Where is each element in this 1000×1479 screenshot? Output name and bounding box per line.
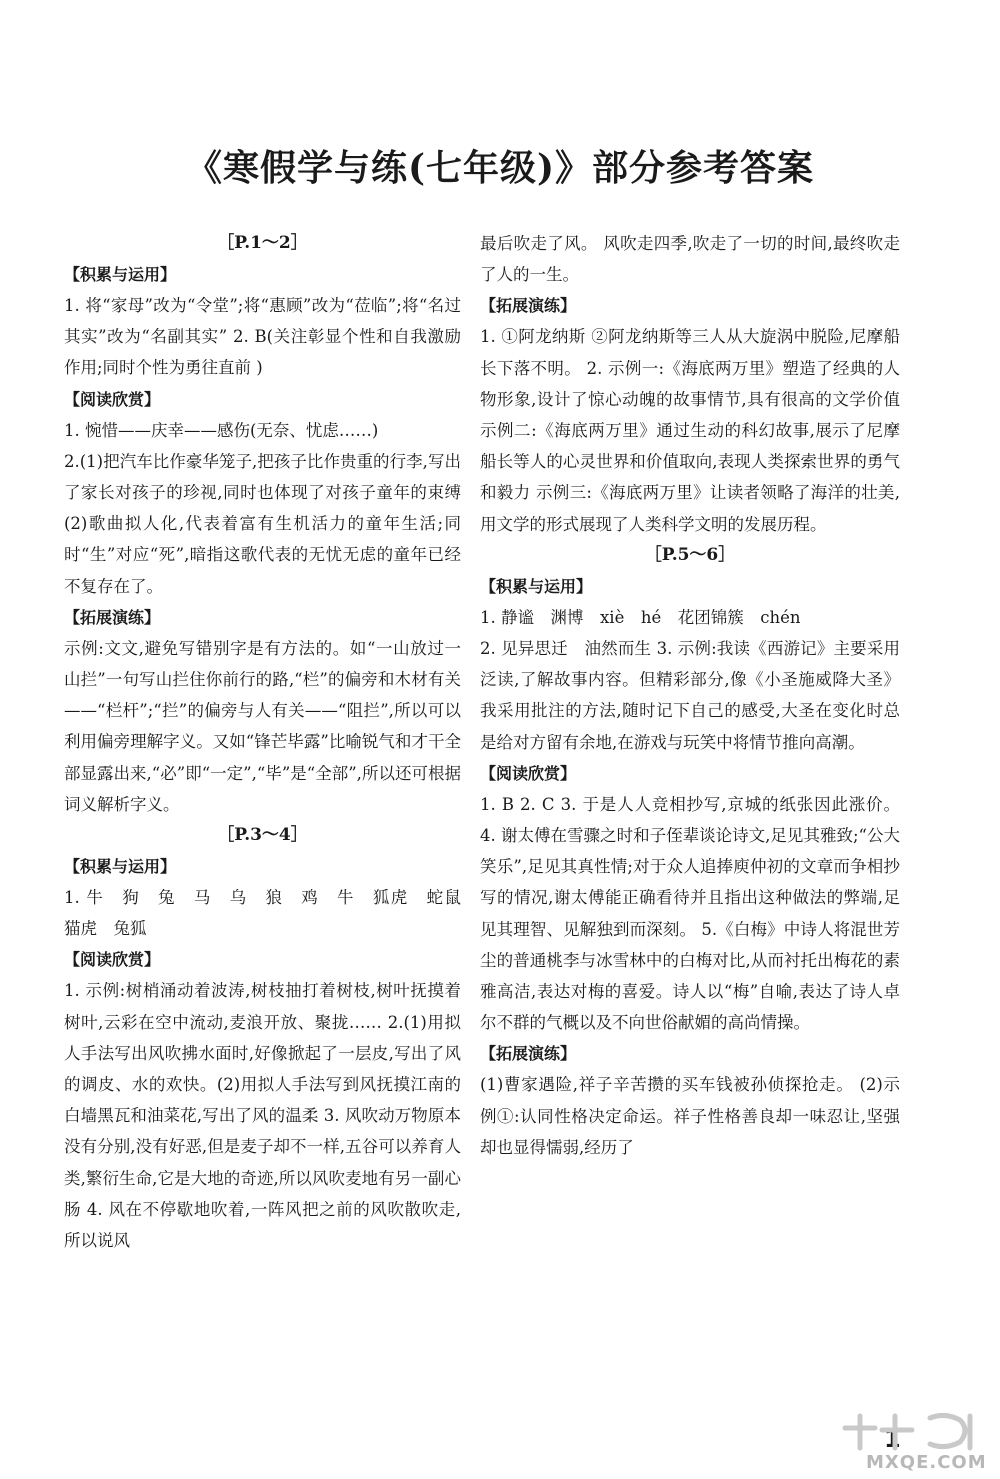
answer-paragraph: 1. 将“家母”改为“令堂”;将“惠顾”改为“莅临”;将“名过其实”改为“名副其实” 2. B(关注彰显个性和自我激励作用;同时个性为勇往直前 ) [64,296,461,378]
right-column [480,228,900,1163]
page-number: 1 [884,1425,901,1453]
section-heading: 【积累与运用】 [64,265,177,284]
answer-paragraph: 1. B 2. C 3. 于是人人竞相抄写,京城的纸张因此涨价。 4. 谢太傅在雪骤之时和子侄辈谈论诗文,足见其雅致;“公大笑乐”,足见其真性情;对于众人追捧庾仲初的文章而争相抄写的情况,谢太傅能正确看待并且指出这种做法的弊端,足见其理智、见解独到而深刻。 5.《白梅》中诗人将混世芳尘的普通桃李与冰雪林中的白梅对比,从而衬托出梅花的素雅高洁,表达对梅的喜爱。诗人以“梅”自喻,表达了诗人卓尔不群的气概以及不向世俗献媚的高尚情操。 [480,794,900,1033]
answer-paragraph: (1)曹家遇险,祥子辛苦攒的买车钱被孙侦探抢走。 (2)示例①:认同性格决定命运。祥子性格善良却一味忍让,坚强却也显得懦弱,经历了 [480,1075,900,1157]
section-heading: 【拓展演练】 [480,296,577,316]
page-range-heading: ［P.3～4］ [217,825,308,846]
answer-paragraph: 1. ①阿龙纳斯 ②阿龙纳斯等三人从大旋涡中脱险,尼摩船长下落不明。 2. 示例一:《海底两万里》塑造了经典的人物形象,设计了惊心动魄的故事情节,具有很高的文学价值 示例二:《海底两万里》通过生动的科幻故事,展示了尼摩船长等人的心灵世界和价值取向,表现人类探索世界的勇气和毅力 示例三:《海底两万里》让读者领略了海洋的壮美,用文学的形式展现了人类科学文明的发展历程。 [480,327,900,534]
answer-paragraph: 1. 静谧 渊博 xiè hé 花团锦簇 chén [480,607,801,627]
section-heading: 【阅读欣赏】 [64,389,161,409]
answer-paragraph: 最后吹走了风。 风吹走四季,吹走了一切的时间,最终吹走了人的一生。 [480,234,900,285]
answer-paragraph: 2. 见异思迁 油然而生 3. 示例:我读《西游记》主要采用泛读,了解故事内容。但精彩部分,像《小圣施威降大圣》我采用批注的方法,随时记下自己的感受,大圣在变化时总是给对方留有余地,在游戏与玩笑中将情节推向高潮。 [480,639,900,752]
answer-paragraph: 示例:文文,避免写错别字是有方法的。如“一山放过一山拦”一句写山拦住你前行的路,“栏”的偏旁和木材有关——“栏杆”;“拦”的偏旁与人有关——“阻拦”,所以可以利用偏旁理解字义。又如“锋芒毕露”比喻锐气和才干全部显露出来,“必”即“一定”,“毕”是“全部”,所以还可根据词义解析字义。 [64,638,461,814]
answer-paragraph: 1. 惋惜——庆幸——感伤(无奈、忧虑……) [64,420,379,440]
section-heading: 【积累与运用】 [64,857,177,877]
section-heading: 【积累与运用】 [480,576,593,596]
page-range-heading: ［P.5～6］ [644,544,736,565]
document-title: 《寒假学与练(七年级)》部分参考答案 [185,147,815,189]
section-heading: 【拓展演练】 [480,1044,577,1064]
page-range-heading: ［P.1～2］ [217,233,308,253]
section-heading: 【阅读欣赏】 [480,763,577,783]
answer-paragraph: 2.(1)把汽车比作豪华笼子,把孩子比作贵重的行李,写出了家长对孩子的珍视,同时也体现了对孩子童年的束缚 (2)歌曲拟人化,代表着富有生机活力的童年生活;同时“生”对应“死”,暗指这歌代表的无忧无虑的童年已经不复存在了。 [64,451,461,596]
answer-paragraph: 1. 示例:树梢涌动着波涛,树枝抽打着树枝,树叶抚摸着树叶,云彩在空中流动,麦浪开放、聚拢…… 2.(1)用拟人手法写出风吹拂水面时,好像掀起了一层皮,写出了风的调皮、水的欢快。(2)用拟人手法写到风抚摸江南的白墙黑瓦和油菜花,写出了风的温柔 3. 风吹动万物原本没有分别,没有好恶,但是麦子却不一样,五谷可以养育人类,繁衍生命,它是大地的奇迹,所以风吹麦地有另一副心肠 4. 风在不停歇地吹着,一阵风把之前的风吹散吹走,所以说风 [64,981,461,1251]
section-heading: 【拓展演练】 [64,607,161,627]
left-column [64,228,478,1256]
answer-paragraph: 1. 牛 狗 兔 马 乌 狼 鸡 牛 狐虎 蛇鼠 猫虎 兔狐 [64,888,478,939]
section-heading: 【阅读欣赏】 [64,950,161,970]
watermark-url: MXQE.COM [866,1452,987,1473]
